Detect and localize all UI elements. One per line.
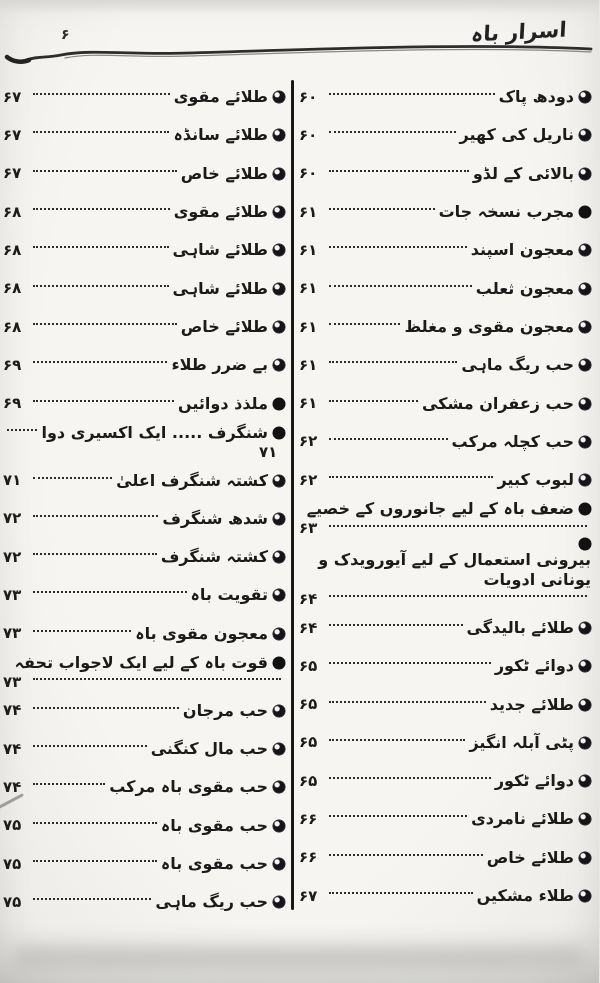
bullet-icon (580, 890, 592, 902)
entry-title: قوت باہ کے لیے ایک لاجواب تحفہ (15, 652, 269, 672)
entry-page-number: ۶۶ (300, 810, 319, 829)
entry-page-number: ۶۵ (300, 733, 319, 752)
toc-entry (4, 423, 286, 462)
bullet-icon (580, 622, 592, 634)
dotted-leader (330, 777, 492, 779)
bullet-icon (274, 628, 286, 640)
dotted-leader (34, 783, 106, 785)
dotted-leader (34, 630, 132, 632)
dotted-leader (8, 429, 38, 431)
dotted-leader (34, 822, 158, 824)
dotted-leader (34, 477, 113, 479)
entry-title: حب مقوی باہ (161, 853, 269, 873)
entry-page-number: ۶۵ (300, 656, 319, 675)
entry-title: دوائے ٹکور (495, 771, 575, 791)
dotted-leader (34, 170, 178, 172)
bullet-icon (274, 858, 286, 870)
toc-entry (300, 384, 592, 422)
dotted-leader (330, 739, 466, 741)
toc-entry (4, 845, 286, 883)
entry-page-number: ۷۲ (4, 547, 23, 566)
bullet-icon (580, 775, 592, 787)
entry-page-number: ۶۴ (300, 590, 319, 609)
entry-page-number: ۷۳ (4, 672, 23, 691)
dotted-leader (330, 701, 487, 703)
entry-page-number: ۶۱ (300, 394, 319, 413)
toc-entry (4, 576, 286, 614)
bullet-icon (580, 321, 592, 333)
toc-entry (300, 609, 592, 647)
entry-title: طلائے مقوی (174, 87, 269, 107)
bullet-icon (274, 896, 286, 908)
entry-title: پٹی آبلہ انگیز (470, 732, 575, 752)
entry-page-number: ۶۱ (300, 240, 319, 259)
entry-title: حب ریگ ماہی (156, 892, 269, 912)
entry-page-number: ۶۳ (300, 519, 319, 538)
toc-entry (4, 155, 286, 193)
entry-title: طلاء مشکیں (477, 885, 575, 905)
entry-title: شدھ شنگرف (163, 508, 269, 528)
dotted-leader (34, 246, 170, 248)
entry-page-number: ۷۴ (4, 739, 23, 758)
entry-page-number: ۶۲ (300, 470, 319, 489)
bullet-icon (274, 781, 286, 793)
dotted-leader (330, 624, 464, 626)
dotted-leader (34, 591, 188, 593)
entry-page-number: ۷۴ (4, 701, 23, 720)
entry-title: حب ریگ ماہی (462, 355, 575, 375)
bullet-icon (274, 244, 286, 256)
dotted-leader (34, 285, 170, 287)
book-title: اسرار باہ (471, 17, 569, 47)
entry-page-number: ۷۵ (4, 816, 23, 835)
bullet-icon (274, 475, 286, 487)
toc-entry (300, 155, 592, 193)
bullet-icon (274, 705, 286, 717)
entry-page-number: ۶۷ (4, 87, 23, 106)
bullet-icon (580, 244, 592, 256)
toc-entry (300, 800, 592, 838)
toc-entry (300, 724, 592, 762)
toc-entry (4, 308, 286, 346)
entry-page-number: ۷۲ (4, 509, 23, 528)
entry-page-number: ۶۷ (300, 886, 319, 905)
bullet-icon (580, 538, 592, 550)
bullet-icon (274, 743, 286, 755)
entry-title: ناریل کی کھیر (460, 125, 575, 145)
toc-entry (4, 461, 286, 499)
dotted-leader (330, 476, 494, 478)
entry-page-number: ۶۷ (4, 164, 23, 183)
scan-bottom-shadow (0, 923, 600, 983)
bullet-icon (580, 699, 592, 711)
toc-entry (4, 78, 286, 116)
bullet-icon (274, 129, 286, 141)
dotted-leader (34, 208, 171, 210)
entry-title: طلائے خاص (487, 847, 575, 867)
toc-entry (4, 231, 286, 269)
toc-entry (4, 807, 286, 845)
toc-entry (300, 193, 592, 231)
toc-entry (300, 461, 592, 499)
bullet-icon (580, 398, 592, 410)
bullet-icon (580, 359, 592, 371)
dotted-leader (330, 854, 484, 856)
entry-page-number: ۶۱ (300, 202, 319, 221)
entry-title: بیرونی استعمال کے لیے آیورویدک و یونانی ادویات (319, 550, 592, 590)
entry-title: شنگرف ..... ایک اکسیری دوا (42, 422, 269, 442)
bullet-icon (274, 513, 286, 525)
entry-title: کشتہ شنگرف اعلیٰ (117, 470, 269, 490)
entry-title: ضعف باہ کے لیے جانوروں کے خصیے (307, 499, 575, 519)
entry-page-number: ۶۸ (4, 279, 23, 298)
entry-page-number: ۶۸ (4, 240, 23, 259)
entry-page-number: ۷۳ (4, 586, 23, 605)
entry-page-number: ۶۷ (4, 126, 23, 145)
page-number: ۶ (62, 27, 71, 43)
bullet-icon (274, 91, 286, 103)
entry-title: دودھ پاک (499, 87, 575, 107)
entry-page-number: ۷۱ (260, 442, 279, 461)
entry-page-number: ۷۳ (4, 624, 23, 643)
entry-title: طلائے سانڈہ (174, 125, 269, 145)
dotted-leader (330, 170, 470, 172)
dotted-leader (330, 246, 468, 248)
bullet-icon (274, 206, 286, 218)
entry-page-number: ۶۵ (300, 771, 319, 790)
entry-title: معجون اسپند (471, 240, 575, 260)
toc-entry (4, 730, 286, 768)
toc-entry (300, 877, 592, 915)
toc-entry (4, 768, 286, 806)
entry-page-number: ۶۸ (4, 202, 23, 221)
toc-entry (4, 346, 286, 384)
toc-entry (300, 78, 592, 116)
toc-entry (4, 883, 286, 921)
entry-page-number: ۷۵ (4, 892, 23, 911)
bullet-icon (580, 91, 592, 103)
dotted-leader (330, 662, 492, 664)
dotted-leader (330, 208, 436, 210)
dotted-leader (330, 525, 588, 527)
bullet-icon (580, 503, 592, 515)
dotted-leader (34, 745, 148, 747)
bullet-icon (580, 129, 592, 141)
dotted-leader (34, 860, 158, 862)
bullet-icon (274, 321, 286, 333)
toc-entry (300, 346, 592, 384)
toc-entry (4, 384, 286, 422)
entry-title: طلائے خاص (181, 163, 269, 183)
dotted-leader (34, 898, 152, 900)
entry-title: دوائے ٹکور (495, 656, 575, 676)
entry-title: معجون مقوی و مغلظ (405, 316, 575, 336)
entry-title: طلائے نامردی (472, 809, 575, 829)
dotted-leader (330, 815, 468, 817)
entry-page-number: ۶۴ (300, 618, 319, 637)
entry-title: حب مال کنگنی (151, 739, 269, 759)
toc-entry (300, 308, 592, 346)
entry-title: معجون مقوی باہ (136, 623, 269, 643)
toc-entry (300, 499, 592, 538)
toc-entry (4, 269, 286, 307)
toc-column-left (4, 78, 286, 921)
entry-title: تقویت باہ (191, 585, 269, 605)
bullet-icon (580, 168, 592, 180)
bullet-icon (274, 589, 286, 601)
bullet-icon (274, 398, 286, 410)
entry-title: طلائے بالیدگی (467, 617, 575, 637)
dotted-leader (34, 93, 171, 95)
toc-entry (300, 647, 592, 685)
toc-entry (300, 231, 592, 269)
entry-title: طلائے خاص (181, 316, 269, 336)
dotted-leader (34, 515, 159, 517)
entry-page-number: ۶۱ (300, 279, 319, 298)
dotted-leader (34, 553, 158, 555)
entry-title: طلائے مقوی (174, 202, 269, 222)
bullet-icon (580, 737, 592, 749)
bullet-icon (274, 820, 286, 832)
entry-page-number: ۷۴ (4, 778, 23, 797)
dotted-leader (330, 595, 588, 597)
bullet-icon (580, 283, 592, 295)
dotted-leader (330, 93, 496, 95)
column-divider (292, 80, 295, 910)
entry-title: حب کچلہ مرکب (452, 431, 575, 451)
bullet-icon (274, 168, 286, 180)
scan-top-edge-shadow (0, 0, 600, 14)
entry-page-number: ۷۱ (4, 471, 23, 490)
entry-title: بالائی کے لڈو (473, 163, 575, 183)
entry-title: طلائے شاہی (173, 240, 269, 260)
entry-page-number: ۶۰ (300, 87, 319, 106)
entry-title: بے ضرر طلاء (172, 355, 269, 375)
entry-title: حب مقوی باہ مرکب (110, 777, 269, 797)
entry-title: حب مرجان (183, 700, 269, 720)
entry-page-number: ۶۲ (300, 432, 319, 451)
bullet-icon (274, 427, 286, 439)
entry-page-number: ۶۰ (300, 164, 319, 183)
dotted-leader (330, 361, 458, 363)
dotted-leader (330, 131, 457, 133)
entry-page-number: ۶۵ (300, 695, 319, 714)
entry-title: لبوب کبیر (498, 470, 575, 490)
toc-entry (4, 615, 286, 653)
entry-title: کشتہ شنگرف (161, 547, 269, 567)
bullet-icon (580, 474, 592, 486)
dotted-leader (330, 400, 419, 402)
bullet-icon (274, 657, 286, 669)
toc-entry (4, 653, 286, 692)
toc-column-right (300, 78, 592, 915)
toc-entry (300, 269, 592, 307)
bullet-icon (580, 436, 592, 448)
toc-entry (300, 685, 592, 723)
dotted-leader (34, 707, 180, 709)
entry-title: مجرب نسخہ جات (439, 202, 575, 222)
dotted-leader (330, 438, 449, 440)
toc-entry (300, 538, 592, 609)
dotted-leader (34, 361, 168, 363)
toc-entry (300, 762, 592, 800)
dotted-leader (330, 285, 473, 287)
toc-entry (4, 193, 286, 231)
dotted-leader (330, 892, 474, 894)
entry-title: حب زعفران مشکی (422, 393, 575, 413)
entry-page-number: ۶۹ (4, 355, 23, 374)
dotted-leader (330, 323, 401, 325)
toc-entry (300, 839, 592, 877)
bullet-icon (274, 283, 286, 295)
entry-title: حب مقوی باہ (161, 815, 269, 835)
entry-page-number: ۶۱ (300, 355, 319, 374)
header-rule-flourish (0, 36, 600, 66)
dotted-leader (34, 400, 175, 402)
entry-page-number: ۶۹ (4, 394, 23, 413)
bullet-icon (580, 206, 592, 218)
bullet-icon (580, 813, 592, 825)
bullet-icon (580, 852, 592, 864)
bullet-icon (274, 551, 286, 563)
entry-page-number: ۶۰ (300, 126, 319, 145)
entry-title: ملذذ دوائیں (178, 393, 269, 413)
entry-page-number: ۷۵ (4, 854, 23, 873)
dotted-leader (34, 678, 282, 680)
toc-entry (4, 500, 286, 538)
entry-page-number: ۶۶ (300, 848, 319, 867)
entry-title: طلائے جدید (490, 694, 575, 714)
entry-title: طلائے شاہی (173, 278, 269, 298)
bullet-icon (274, 359, 286, 371)
entry-title: معجون ثعلب (476, 278, 575, 298)
dotted-leader (34, 131, 170, 133)
toc-entry (4, 538, 286, 576)
toc-entry (300, 423, 592, 461)
toc-entry (4, 692, 286, 730)
bullet-icon (580, 660, 592, 672)
dotted-leader (34, 323, 178, 325)
toc-entry (4, 116, 286, 154)
entry-page-number: ۶۸ (4, 317, 23, 336)
toc-entry (300, 116, 592, 154)
entry-page-number: ۶۱ (300, 317, 319, 336)
